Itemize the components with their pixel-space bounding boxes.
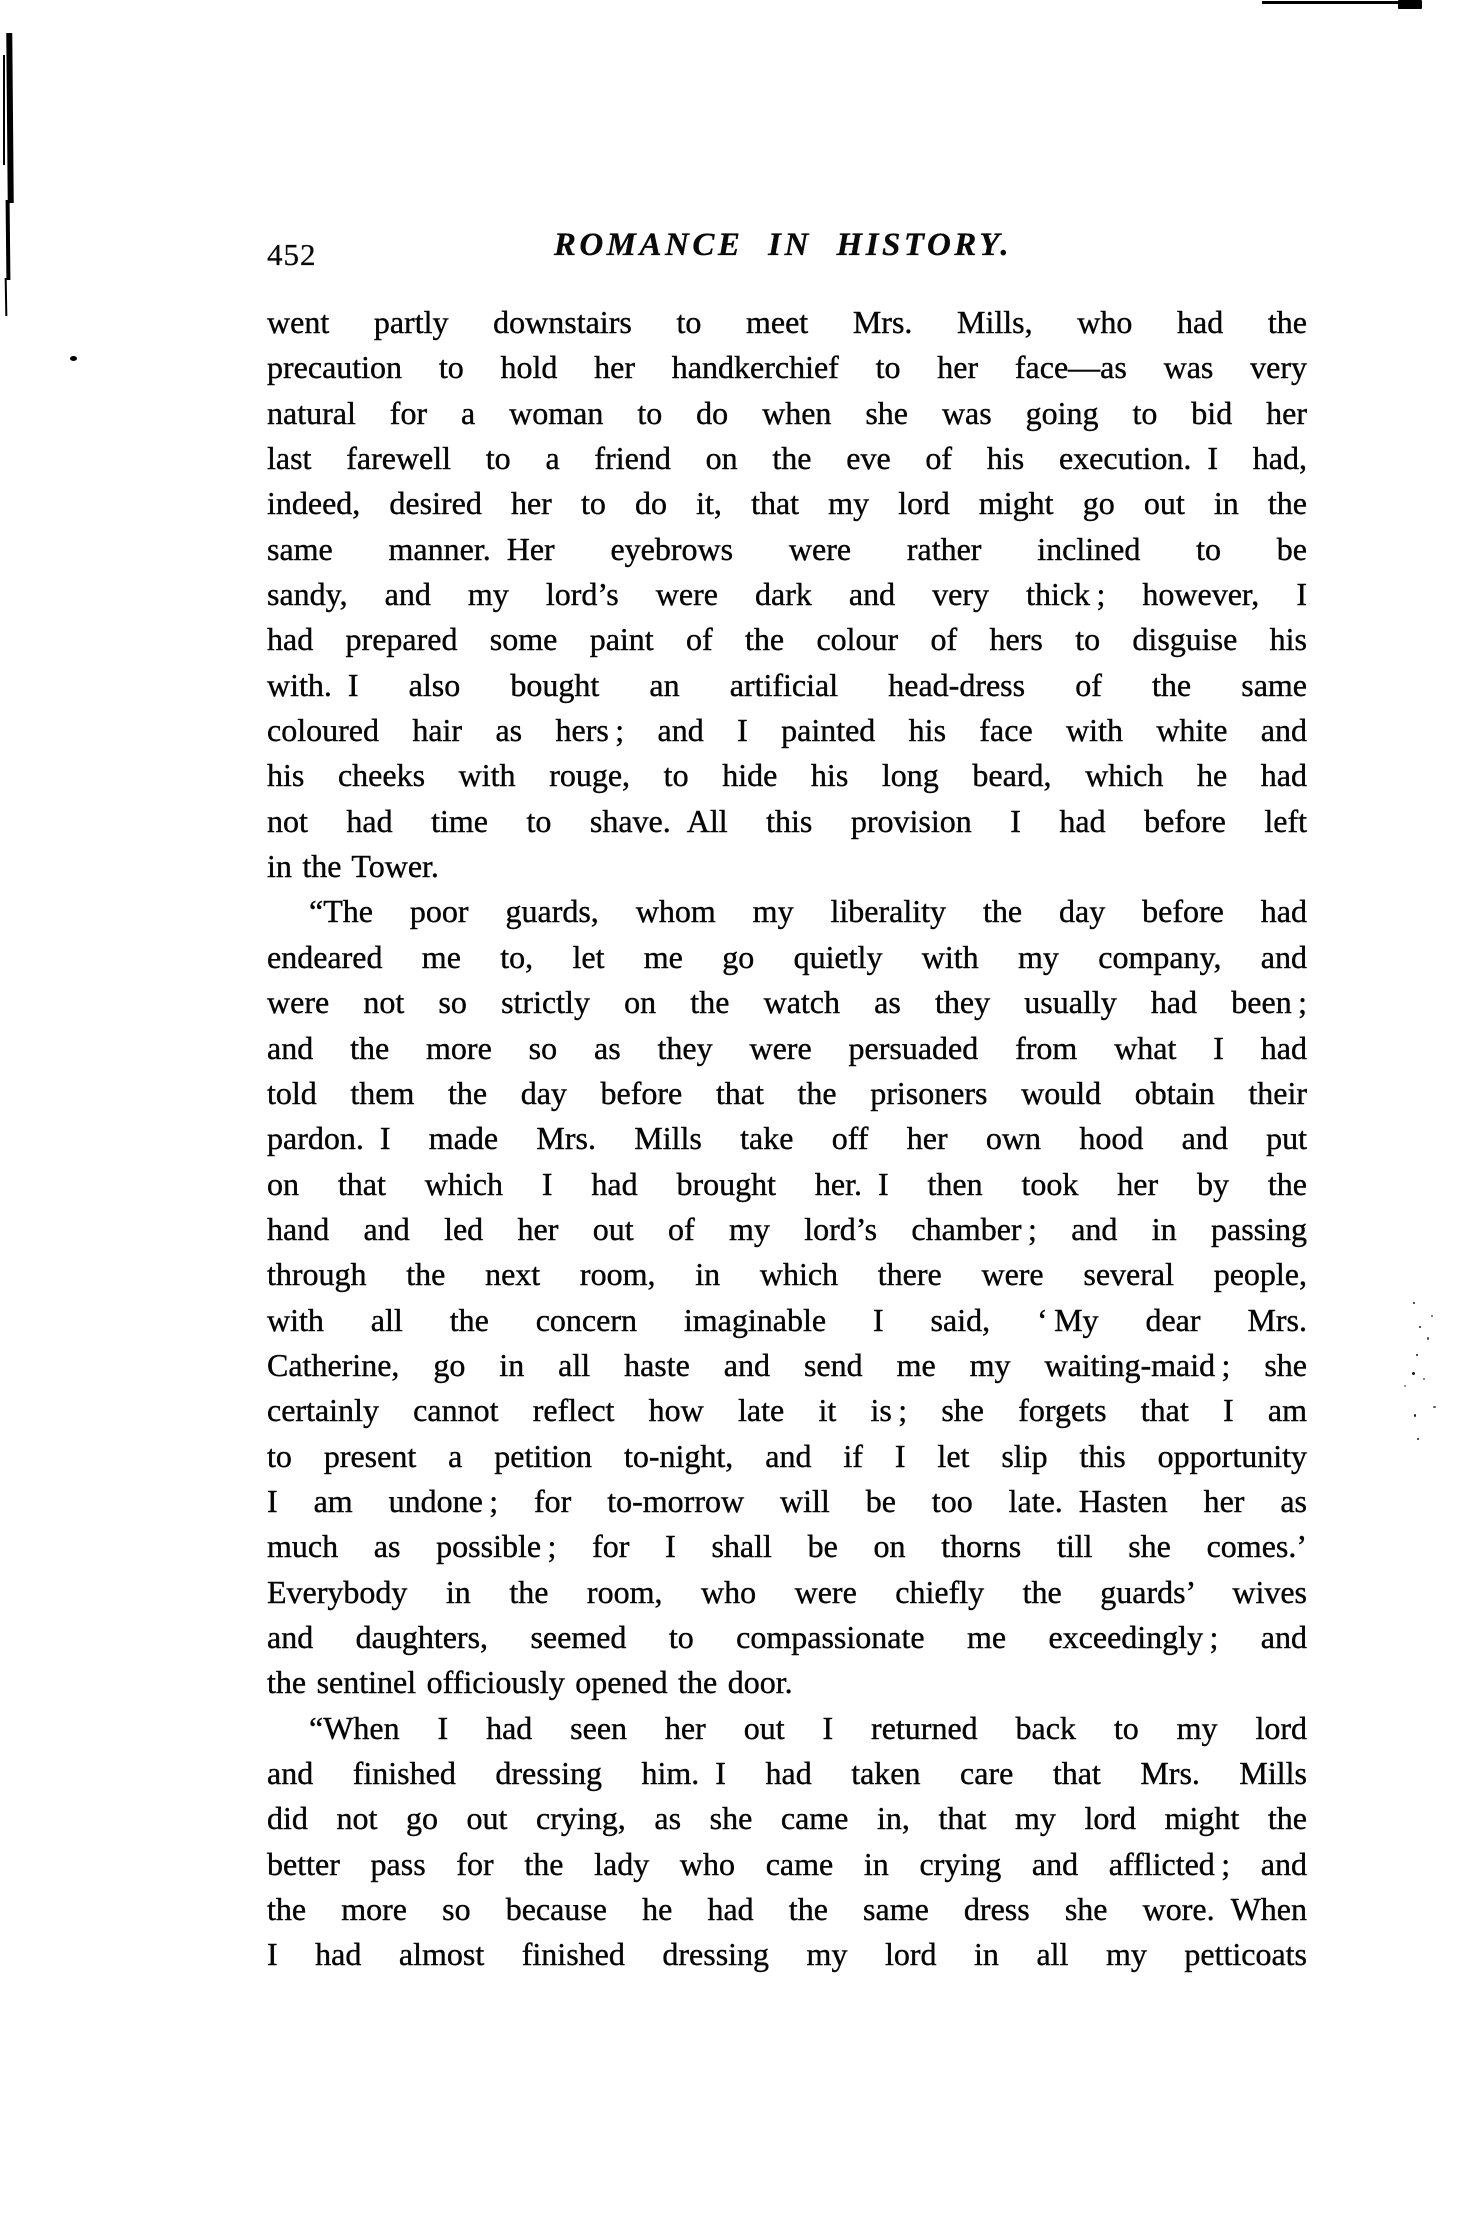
scan-artifact-top-blob [1398,0,1422,9]
text-line: sandy, and my lord’s were dark and very thick ; however, I [267,576,1307,613]
text-line: same manner. Her eyebrows were rather inclined to be [267,530,1307,567]
text-line: certainly cannot reflect how late it is ; she forgets that I am [267,1392,1307,1429]
text-line: indeed, desired her to do it, that my lord might go out in the [267,485,1307,522]
scan-artifact-left-line [5,278,8,316]
scan-speckle [1427,1337,1429,1340]
text-line: with all the concern imaginable I said, ‘ My dear Mrs. [267,1301,1307,1338]
text-line: I am undone ; for to-morrow will be too late. Hasten her as [267,1482,1307,1519]
text-line: natural for a woman to do when she was going to bid her [267,394,1307,431]
scan-artifact-dot [70,356,77,361]
text-line: told them the day before that the prisoners would obtain their [267,1074,1307,1111]
text-line: the more so because he had the same dress she wore. When [267,1891,1307,1928]
text-line: the sentinel officiously opened the door. [267,1664,793,1701]
scan-speckle [1413,1302,1415,1304]
scan-speckle [1404,1385,1406,1387]
scan-artifact-left-line [6,33,13,203]
text-line: precaution to hold her handkerchief to her face—as was very [267,349,1307,386]
text-line: to present a petition to-night, and if I let slip this opportunity [267,1437,1307,1474]
text-line: I had almost finished dressing my lord in all my petticoats [267,1936,1307,1973]
text-line: “The poor guards, whom my liberality the day before had [309,893,1307,930]
text-line: hand and led her out of my lord’s chamber ; and in passing [267,1210,1307,1247]
scan-speckle [1423,1378,1425,1380]
scan-speckle [1412,1372,1415,1375]
text-line: Catherine, go in all haste and send me my waiting-maid ; she [267,1346,1307,1383]
scan-artifact-left-line [3,55,5,165]
text-line: and the more so as they were persuaded from what I had [267,1029,1307,1066]
text-line: and daughters, seemed to compassionate me exceedingly ; and [267,1618,1307,1655]
text-line: did not go out crying, as she came in, that my lord might the [267,1800,1307,1837]
text-line: through the next room, in which there were several people, [267,1256,1307,1293]
scan-speckle [1419,1326,1421,1328]
body-text [267,300,1307,1978]
text-line: with. I also bought an artificial head-dress of the same [267,666,1307,703]
text-line: last farewell to a friend on the eve of his execution. I had, [267,440,1307,477]
scan-artifact-left-line [6,200,11,280]
running-title: ROMANCE IN HISTORY. [553,227,1013,263]
scan-speckle [1414,1414,1416,1417]
text-line: on that which I had brought her. I then took her by the [267,1165,1307,1202]
scan-artifact-top-line [1262,1,1420,4]
text-line: pardon. I made Mrs. Mills take off her own hood and put [267,1120,1307,1157]
scan-speckle [1431,1315,1433,1317]
scan-speckle [1416,1354,1418,1356]
text-line: not had time to shave. All this provision I had before left [267,802,1307,839]
text-line: better pass for the lady who came in crying and afflicted ; and [267,1845,1307,1882]
text-line: had prepared some paint of the colour of hers to disguise his [267,621,1307,658]
text-line: were not so strictly on the watch as they usually had been ; [267,984,1307,1021]
text-line: and finished dressing him. I had taken care that Mrs. Mills [267,1755,1307,1791]
text-line: much as possible ; for I shall be on thorns till she comes.’ [267,1528,1307,1565]
text-line: went partly downstairs to meet Mrs. Mills, who had the [267,304,1307,340]
scan-speckle [1433,1406,1436,1408]
scan-speckle [1417,1438,1419,1440]
text-line: “When I had seen her out I returned back to my lord [309,1709,1307,1746]
text-line: endeared me to, let me go quietly with my company, and [267,938,1307,975]
text-line: his cheeks with rouge, to hide his long beard, which he had [267,757,1307,794]
text-line: Everybody in the room, who were chiefly the guards’ wives [267,1573,1307,1610]
text-line: coloured hair as hers ; and I painted his face with white and [267,712,1307,749]
page-number: 452 [267,237,317,272]
text-line: in the Tower. [267,848,439,885]
